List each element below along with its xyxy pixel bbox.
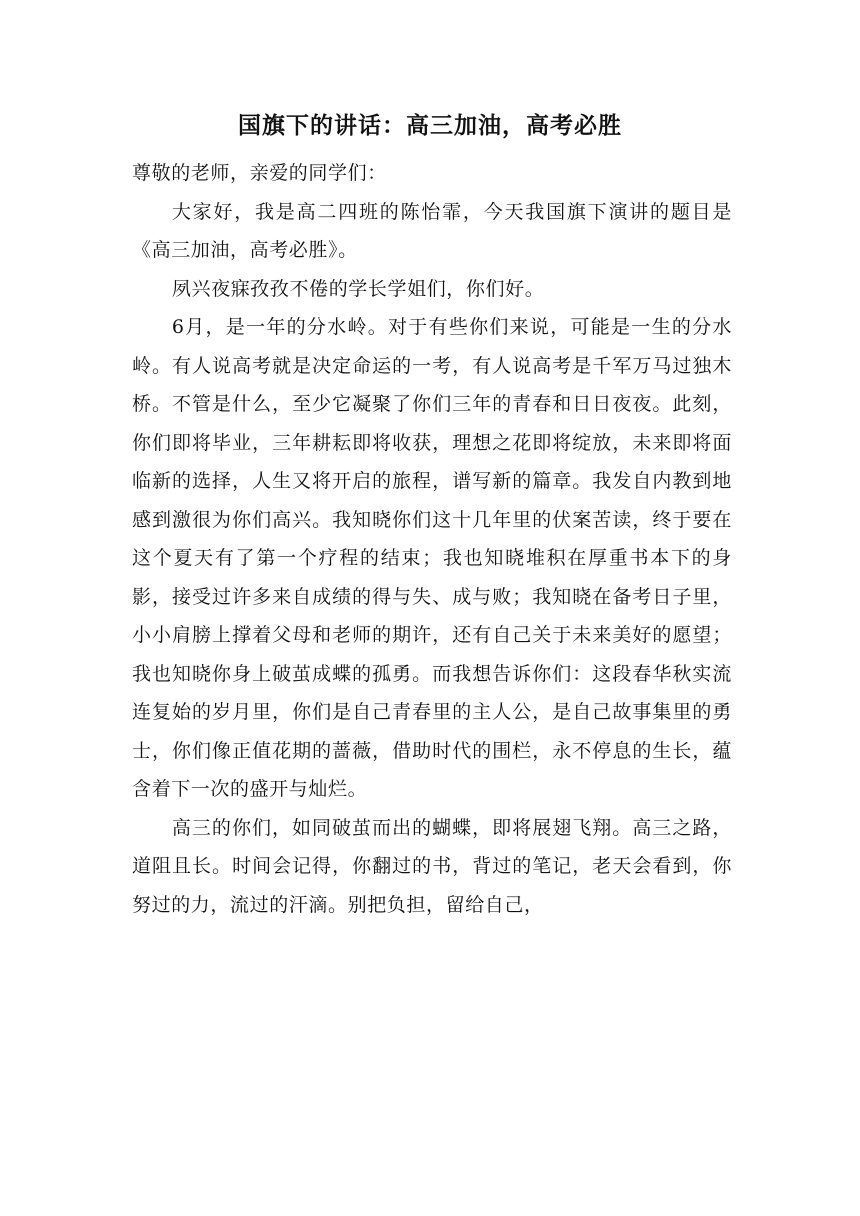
paragraph-watershed: 6月，是一年的分水岭。对于有些你们来说，可能是一生的分水岭。有人说高考就是决定命运的一考，有人说高考是千军万马过独木桥。不管是什么，至少它凝聚了你们三年的青春和日日夜夜。此刻，你们即将毕业，三年耕耘即将收获，理想之花即将绽放，未来即将面临新的选择，人生又将开启的旅程，谱写新的篇章。我发自内教到地感到激很为你们高兴。我知晓你们这十几年里的伏案苦读，终于要在这个夏天有了第一个疗程的结束；我也知晓堆积在厚重书本下的身影，接受过许多来自成绩的得与失、成与败；我知晓在备考日子里，小小肩膀上撑着父母和老师的期许，还有自己关于未来美好的愿望；我也知晓你身上破茧成蝶的孤勇。而我想告诉你们：这段春华秋实流连复始的岁月里，你们是自己青春里的主人公，是自己故事集里的勇士，你们像正值花期的蔷薇，借助时代的围栏，永不停息的生长，蕴含着下一次的盛开与灿烂。 [132,316,732,800]
document-body [132,154,732,924]
paragraph-greeting: 大家好，我是高二四班的陈怡霏，今天我国旗下演讲的题目是《高三加油，高考必胜》。 [132,200,732,261]
salutation: 尊敬的老师，亲爱的同学们： [132,162,387,184]
document-title: 国旗下的讲话：高三加油，高考必胜 [238,112,622,139]
paragraph-butterfly: 高三的你们，如同破茧而出的蝴蝶，即将展翅飞翔。高三之路，道阻且长。时间会记得，你翻过的书，背过的笔记，老天会看到，你努过的力，流过的汗滴。别把负担，留给自己， [132,816,732,916]
paragraph-address: 夙兴夜寐孜孜不倦的学长学姐们，你们好。 [171,277,545,300]
